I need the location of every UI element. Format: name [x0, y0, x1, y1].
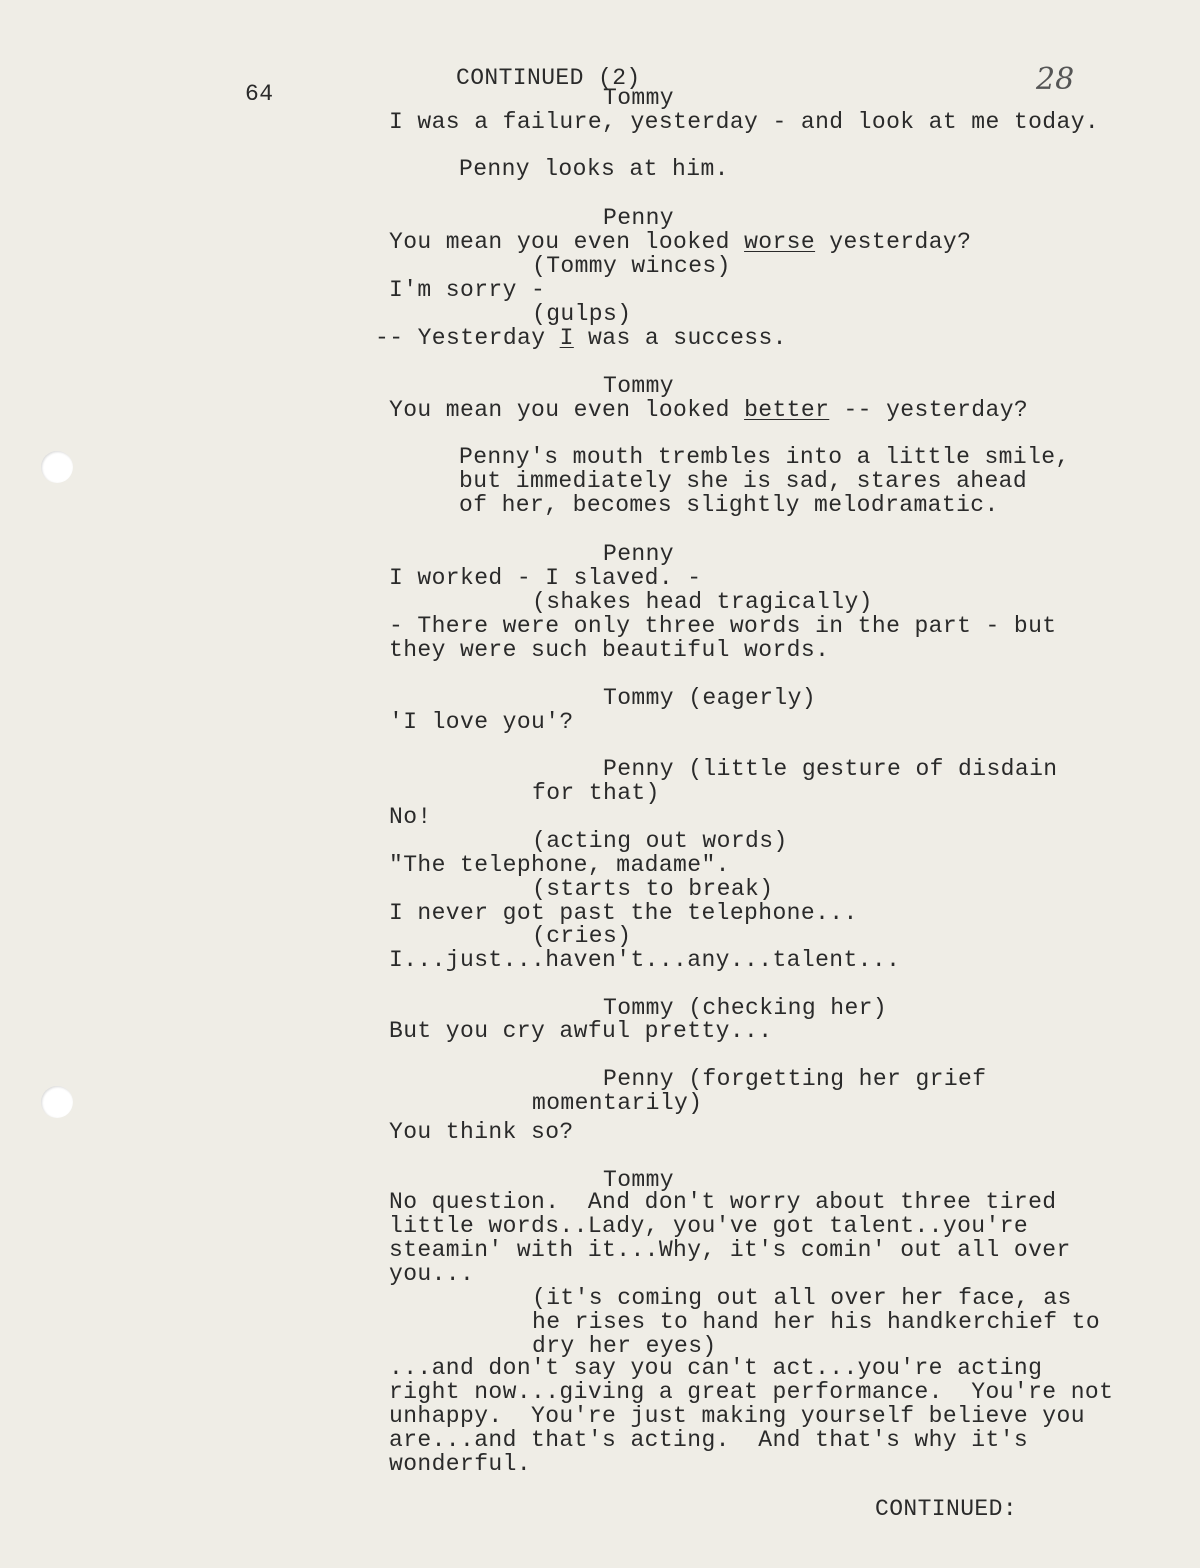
dialogue-line: right now...giving a great performance. You're not — [389, 1379, 1114, 1405]
dialogue-line: No! — [389, 804, 432, 830]
dialogue-line: - There were only three words in the part - but — [389, 613, 1057, 639]
parenthetical: (acting out words) — [532, 828, 788, 854]
action-line: Penny's mouth trembles into a little smile, — [459, 444, 1070, 470]
handwritten-page-number: 28 — [1036, 62, 1075, 97]
dialogue-line: You mean you even looked worse yesterday? — [389, 229, 972, 255]
dialogue-line: I worked - I slaved. - — [389, 565, 702, 591]
character-name-cont: for that) — [532, 780, 660, 806]
parenthetical: dry her eyes) — [532, 1333, 717, 1359]
parenthetical: (Tommy winces) — [532, 253, 731, 279]
action-line: but immediately she is sad, stares ahead — [459, 468, 1028, 494]
dialogue-line: unhappy. You're just making yourself believe you — [389, 1403, 1085, 1429]
dialogue-line: little words..Lady, you've got talent..you're — [389, 1213, 1029, 1239]
parenthetical: (cries) — [532, 923, 632, 949]
action-line: Penny looks at him. — [459, 156, 729, 182]
scene-number: 64 — [245, 81, 274, 107]
character-name: Penny (forgetting her grief — [603, 1066, 987, 1092]
dialogue-line: 'I love you'? — [389, 709, 574, 735]
dialogue-line: -- Yesterday I was a success. — [375, 325, 787, 351]
character-name: Penny (little gesture of disdain — [603, 756, 1058, 782]
dialogue-line: steamin' with it...Why, it's comin' out all over — [389, 1237, 1071, 1263]
character-name: Tommy — [603, 373, 675, 399]
continued-footer: CONTINUED: — [875, 1496, 1018, 1522]
dialogue-line: I'm sorry - — [389, 277, 546, 303]
dialogue-line: I...just...haven't...any...talent... — [389, 947, 901, 973]
character-name: Tommy — [603, 85, 675, 111]
parenthetical: (gulps) — [532, 301, 632, 327]
dialogue-line: you... — [389, 1261, 475, 1287]
dialogue-line: No question. And don't worry about three tired — [389, 1189, 1057, 1215]
character-name: Tommy (checking her) — [603, 995, 888, 1021]
dialogue-line: You mean you even looked better -- yesterday? — [389, 397, 1029, 423]
dialogue-line: I was a failure, yesterday - and look at me today. — [389, 109, 1100, 135]
character-name: Penny — [603, 205, 675, 231]
dialogue-line: I never got past the telephone... — [389, 900, 858, 926]
dialogue-line: ...and don't say you can't act...you're acting — [389, 1355, 1043, 1381]
parenthetical: he rises to hand her his handkerchief to — [532, 1309, 1101, 1335]
dialogue-line: they were such beautiful words. — [389, 637, 830, 663]
dialogue-line: wonderful. — [389, 1451, 532, 1477]
continued-header: CONTINUED (2) — [456, 65, 641, 91]
character-name: Penny — [603, 541, 675, 567]
dialogue-line: You think so? — [389, 1119, 574, 1145]
dialogue-line: But you cry awful pretty... — [389, 1018, 773, 1044]
parenthetical: (shakes head tragically) — [532, 589, 873, 615]
punch-hole — [41, 451, 73, 483]
action-line: of her, becomes slightly melodramatic. — [459, 492, 999, 518]
character-name-cont: momentarily) — [532, 1090, 703, 1116]
dialogue-line: are...and that's acting. And that's why it's — [389, 1427, 1029, 1453]
parenthetical: (it's coming out all over her face, as — [532, 1285, 1072, 1311]
character-name: Tommy (eagerly) — [603, 685, 817, 711]
parenthetical: (starts to break) — [532, 876, 774, 902]
character-name: Tommy — [603, 1167, 675, 1193]
dialogue-line: "The telephone, madame". — [389, 852, 730, 878]
punch-hole — [41, 1086, 73, 1118]
